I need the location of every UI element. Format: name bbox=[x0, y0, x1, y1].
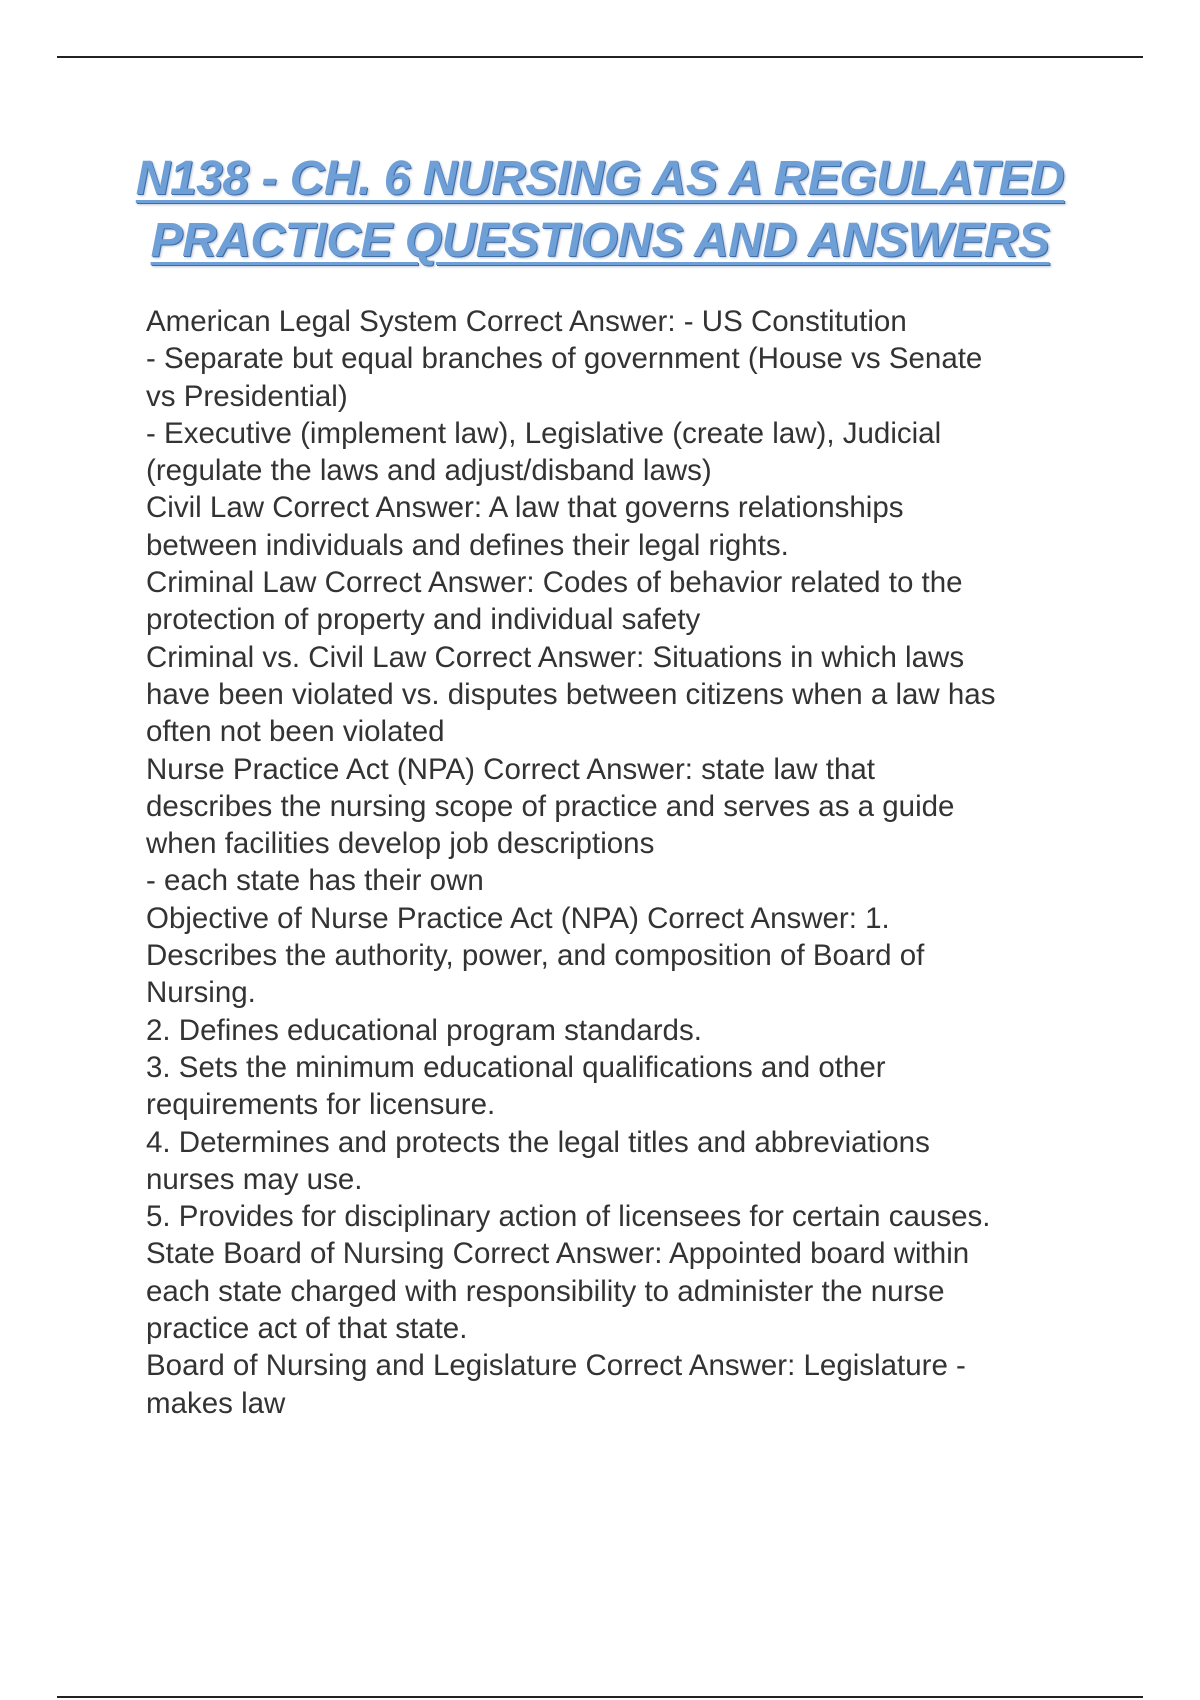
body-line: 2. Defines educational program standards. bbox=[146, 1013, 702, 1047]
body-line: Criminal Law Correct Answer: Codes of behavior related to the bbox=[146, 566, 963, 600]
body-line: 4. Determines and protects the legal titles and abbreviations bbox=[146, 1125, 930, 1159]
title-line-2: PRACTICE QUESTIONS AND ANSWERS bbox=[150, 214, 1050, 267]
body-line: American Legal System Correct Answer: - US Constitution bbox=[146, 305, 907, 338]
body-line: when facilities develop job descriptions bbox=[146, 827, 655, 861]
title-line-1: N138 - CH. 6 NURSING AS A REGULATED bbox=[135, 152, 1065, 205]
bottom-rule bbox=[57, 1696, 1143, 1698]
body-line: 3. Sets the minimum educational qualifications and other bbox=[146, 1050, 886, 1084]
body-line: nurses may use. bbox=[146, 1162, 363, 1196]
body-line: Nurse Practice Act (NPA) Correct Answer: state law that bbox=[146, 752, 876, 786]
body-line: practice act of that state. bbox=[146, 1312, 468, 1346]
body-line: Civil Law Correct Answer: A law that governs relationships bbox=[146, 491, 904, 525]
body-line: - Separate but equal branches of government (House vs Senate bbox=[146, 342, 983, 376]
top-rule bbox=[57, 56, 1143, 58]
body-line: Objective of Nurse Practice Act (NPA) Correct Answer: 1. bbox=[146, 901, 890, 935]
body-line: - Executive (implement law), Legislative (create law), Judicial bbox=[146, 416, 942, 450]
body-line: between individuals and defines their legal rights. bbox=[146, 528, 789, 562]
body-line: each state charged with responsibility to administer the nurse bbox=[146, 1274, 945, 1308]
body-line: State Board of Nursing Correct Answer: Appointed board within bbox=[146, 1237, 970, 1271]
body-line: makes law bbox=[146, 1386, 286, 1420]
body-line: 5. Provides for disciplinary action of licensees for certain causes. bbox=[146, 1200, 991, 1234]
body-line: protection of property and individual safety bbox=[146, 603, 701, 637]
body-line: (regulate the laws and adjust/disband laws) bbox=[146, 454, 712, 488]
body-line: Board of Nursing and Legislature Correct Answer: Legislature - bbox=[146, 1349, 966, 1383]
body-line: Nursing. bbox=[146, 976, 256, 1010]
body-line: Criminal vs. Civil Law Correct Answer: Situations in which laws bbox=[146, 640, 965, 674]
document-body bbox=[146, 303, 1086, 1422]
body-line: often not been violated bbox=[146, 715, 445, 749]
body-line: have been violated vs. disputes between citizens when a law has bbox=[146, 677, 996, 711]
body-line: vs Presidential) bbox=[146, 379, 348, 413]
body-line: - each state has their own bbox=[146, 864, 484, 898]
document-title bbox=[100, 148, 1100, 272]
body-line: describes the nursing scope of practice and serves as a guide bbox=[146, 789, 955, 823]
body-line: Describes the authority, power, and composition of Board of bbox=[146, 939, 925, 973]
body-line: requirements for licensure. bbox=[146, 1088, 496, 1122]
